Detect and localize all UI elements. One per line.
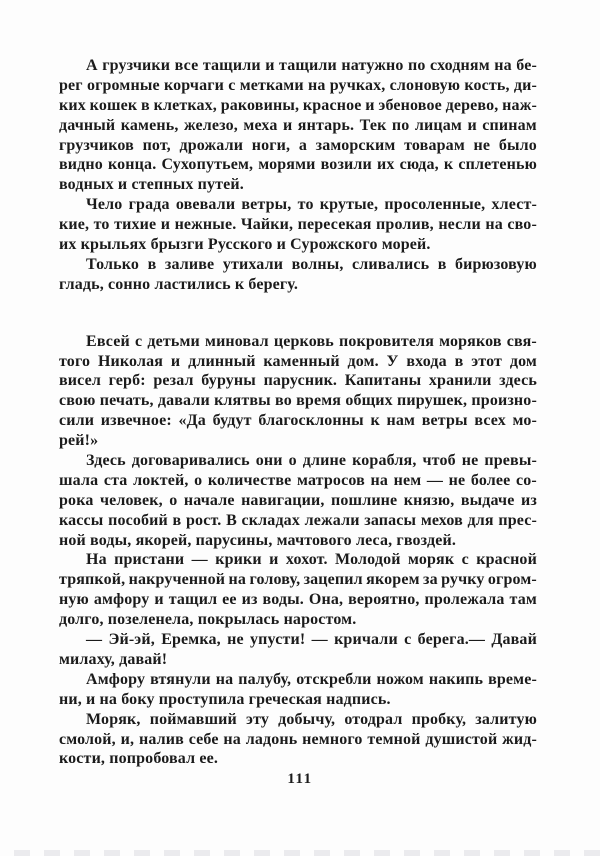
text-line: Моряк, поймавший эту добычу, отодрал пробку, залитую: [86, 710, 537, 728]
text-line: смолой, и, налив себе на ладонь немного темной душистой жид-: [59, 730, 537, 748]
text-line: тряпкой, накрученной на голову, зацепил якорем за ручку огром-: [59, 571, 537, 589]
text-line: шала ста локтей, о количестве матросов на нем — не более со-: [59, 471, 537, 489]
page-number: 111: [287, 771, 313, 787]
text-line: гладь, сонно ластились к берегу.: [59, 275, 299, 293]
text-line: кие, то тихие и нежные. Чайки, пересекая пролив, несли на сво-: [59, 216, 537, 234]
text-line: Только в заливе утихали волны, сливались в бирюзовую: [86, 255, 537, 273]
text-line: Амфору втянули на палубу, отскребли ножом накипь време-: [86, 670, 537, 688]
text-line: рег огромные корчаги с метками на ручках, слоновую кость, ди-: [59, 76, 537, 94]
text-line: — Эй-эй, Еремка, не упусти! — кричали с берега.— Давай: [86, 631, 537, 649]
text-line: ких кошек в клетках, раковины, красное и эбеновое дерево, наж-: [59, 96, 537, 114]
text-line: дачный камень, железо, меха и янтарь. Тек по лицам и спинам: [59, 116, 537, 134]
text-line: Здесь договаривались они о длине корабля, чтоб не превы-: [86, 452, 537, 470]
text-line: А грузчики все тащили и тащили натужно по сходням на бе-: [86, 57, 537, 74]
text-line: рока человек, о начале навигации, пошлине князю, выдаче из: [59, 491, 537, 509]
paragraph: [59, 332, 537, 451]
page-text: [59, 56, 537, 769]
paragraph: [59, 550, 537, 630]
text-line: того Николая и длинный каменный дом. У входа в этот дом: [59, 352, 537, 370]
paragraph: [59, 255, 537, 295]
text-line: кости, попробовал ее.: [59, 750, 219, 768]
text-line: их крыльях брызги Русского и Сурожского морей.: [59, 236, 431, 254]
text-line: милаху, давай!: [59, 650, 168, 668]
text-line: сили извечное: «Да будут благосклонны к нам ветры всех мо-: [59, 412, 537, 430]
scan-artifact-bottom: [0, 850, 600, 856]
text-line: Чело града овевали ветры, то крутые, просоленные, хлест-: [86, 196, 537, 214]
text-line: водных и степных путей.: [59, 176, 244, 194]
text-line: долго, позеленела, покрылась наростом.: [59, 611, 357, 629]
text-line: грузчиков пот, дрожали ноги, а заморским товарам не было: [59, 136, 537, 154]
text-line: На пристани — крики и хохот. Молодой моряк с красной: [86, 551, 537, 569]
paragraph: [59, 670, 537, 710]
text-line: видно конца. Сухопутьем, морями возили их сюда, к сплетенью: [59, 156, 537, 174]
paragraph: [59, 451, 537, 550]
paragraph: [59, 630, 537, 670]
text-line: рей!»: [59, 432, 99, 450]
paragraph: [59, 710, 537, 770]
paragraph: [59, 195, 537, 255]
text-line: ни, и на боку проступила греческая надпись.: [59, 690, 391, 708]
text-line: Евсей с детьми миновал церковь покровителя моряков свя-: [86, 332, 537, 350]
text-line: свою печать, давали клятвы во время общих пирушек, произно-: [59, 392, 537, 410]
text-line: ную амфору и тащил ее из воды. Она, вероятно, пролежала там: [59, 591, 537, 609]
text-line: кассы пособий в рост. В складах лежали запасы мехов для прес-: [59, 511, 537, 529]
text-line: ной воды, якорей, парусины, мачтового леса, гвоздей.: [59, 531, 456, 549]
text-line: висел герб: резал буруны парусник. Капитаны хранили здесь: [59, 372, 537, 390]
paragraph: [59, 56, 537, 195]
